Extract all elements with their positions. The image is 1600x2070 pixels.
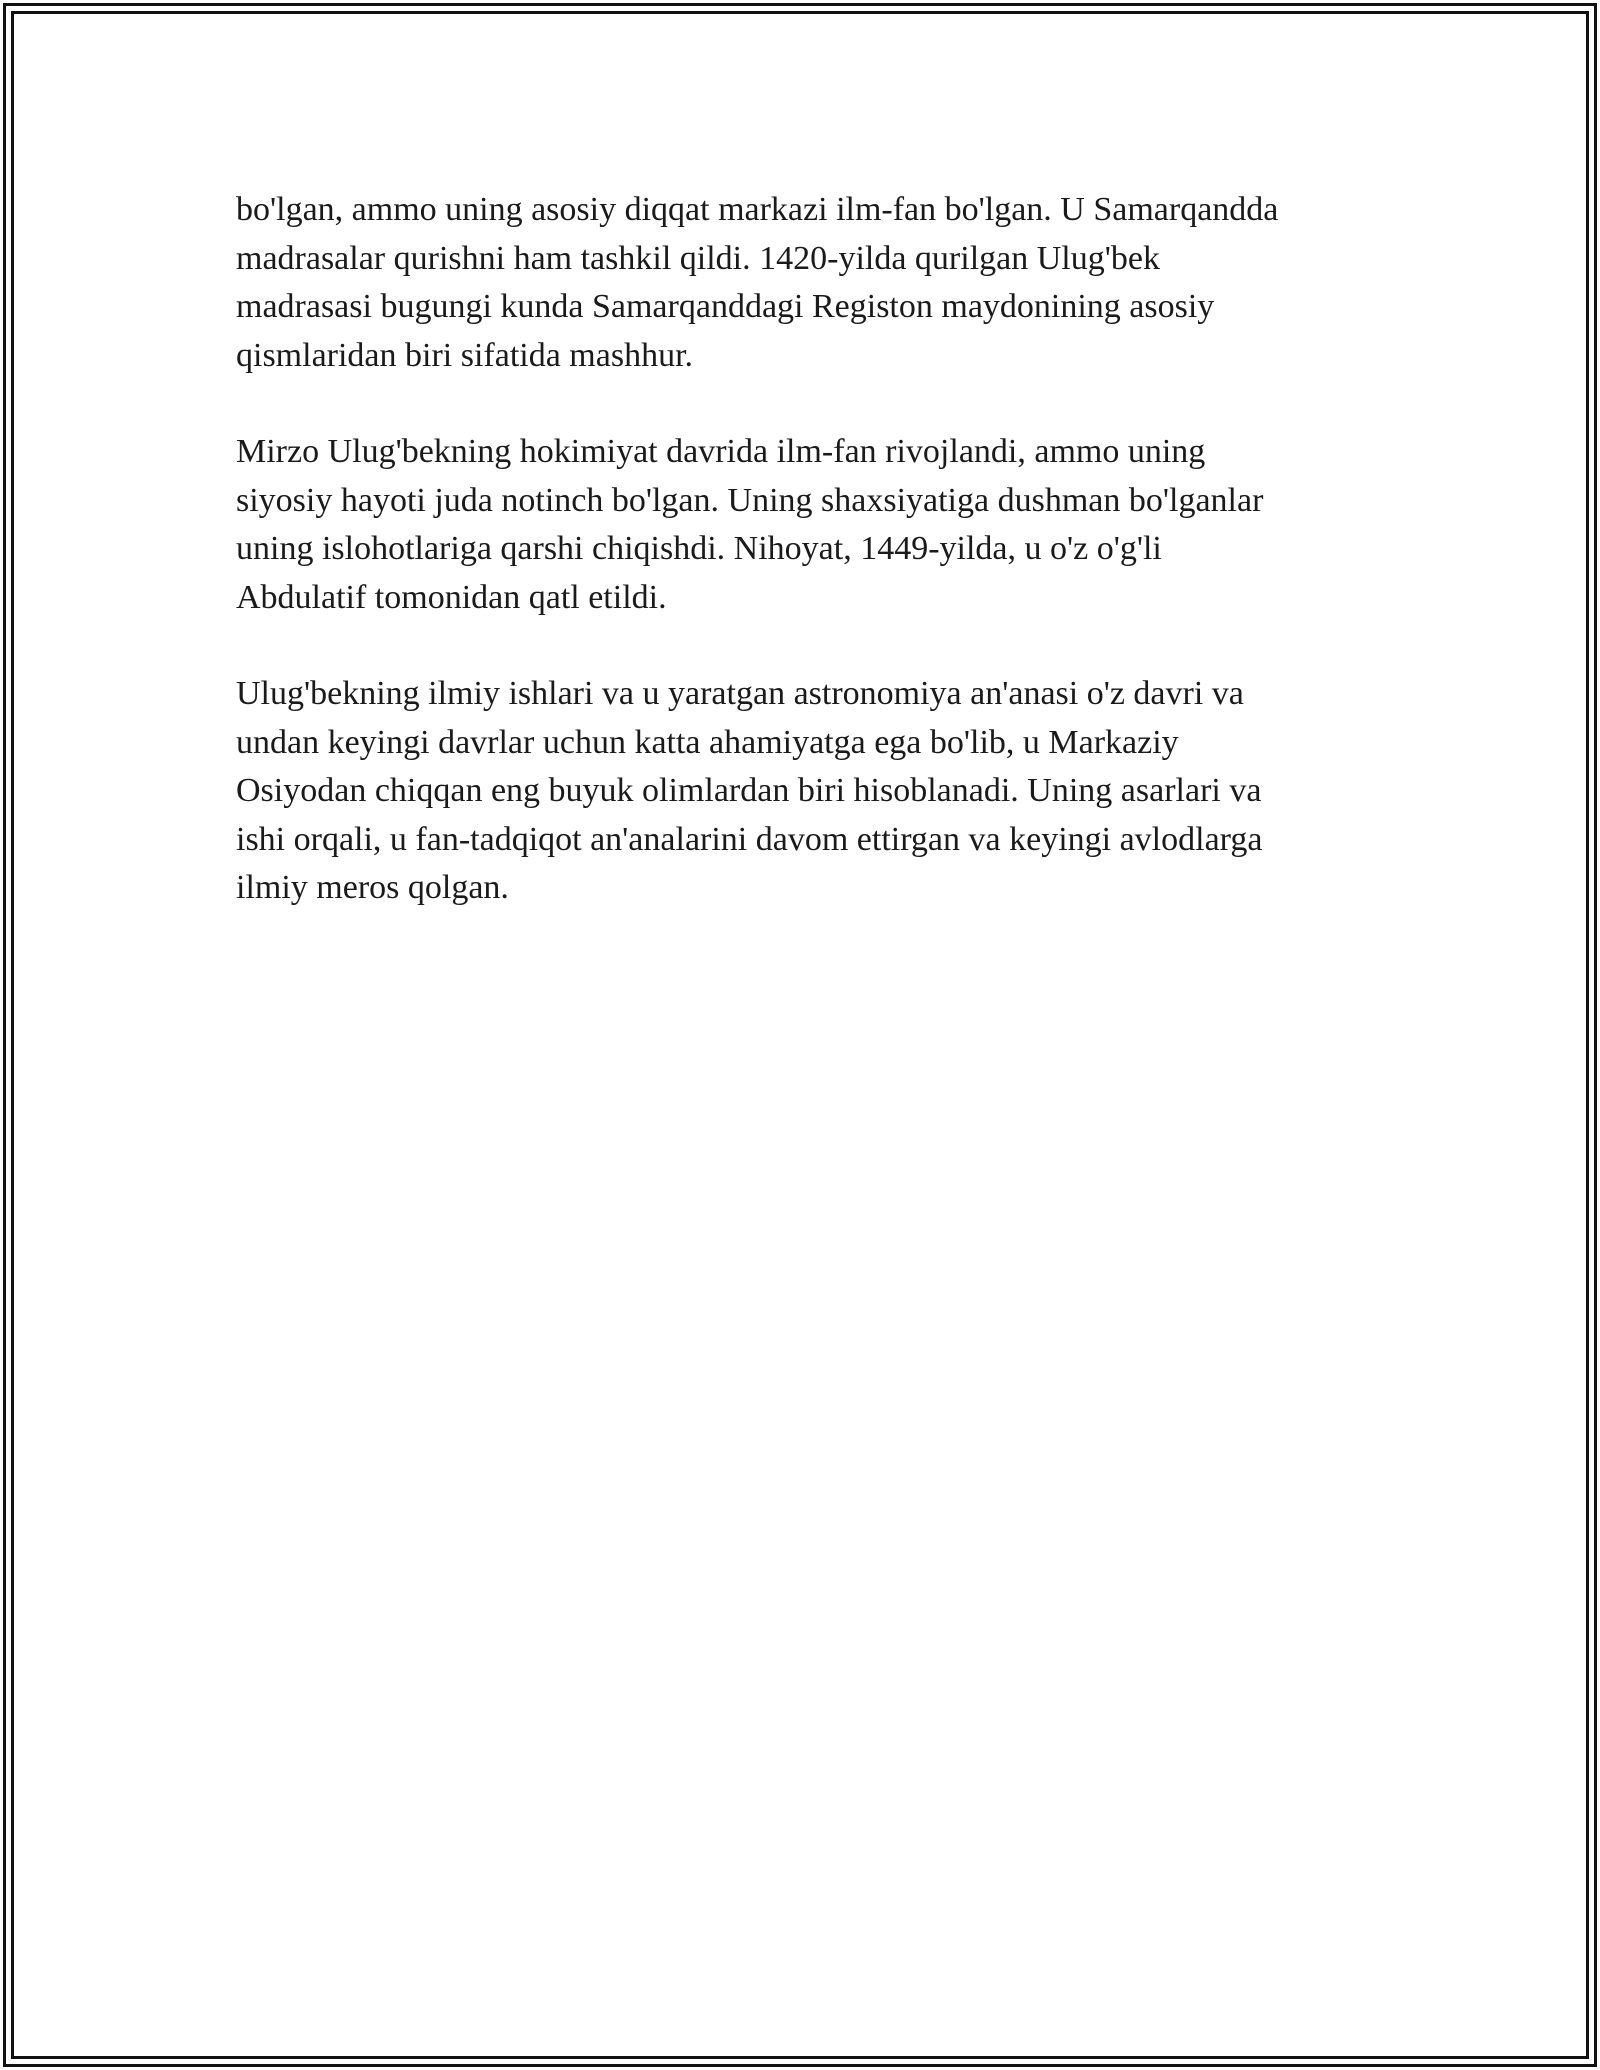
paragraph-2 — [236, 428, 1366, 622]
paragraph-3 — [236, 670, 1366, 913]
text-line: qismlaridan biri sifatida mashhur. — [236, 336, 694, 374]
text-line: madrasalar qurishni ham tashkil qildi. 1420-yilda qurilgan Ulug'bek — [236, 239, 1160, 277]
text-line: Abdulatif tomonidan qatl etildi. — [236, 578, 667, 616]
text-line: uning islohotlariga qarshi chiqishdi. Nihoyat, 1449-yilda, u o'z o'g'li — [236, 530, 1162, 567]
text-line: madrasasi bugungi kunda Samarqanddagi Registon maydonining asosiy — [236, 288, 1215, 325]
text-line: Ulug'bekning ilmiy ishlari va u yaratgan astronomiya an'anasi o'z davri va — [236, 675, 1244, 712]
text-line: Osiyodan chiqqan eng buyuk olimlardan biri hisoblanadi. Uning asarlari va — [236, 772, 1262, 809]
text-line: ilmiy meros qolgan. — [236, 869, 509, 906]
text-line: Mirzo Ulug'bekning hokimiyat davrida ilm-fan rivojlandi, ammo uning — [236, 433, 1206, 470]
text-line: bo'lgan, ammo uning asosiy diqqat markazi ilm-fan bo'lgan. U Samarqandda — [236, 191, 1279, 228]
text-line: ishi orqali, u fan-tadqiqot an'analarini davom ettirgan va keyingi avlodlarga — [236, 820, 1263, 858]
text-line: siyosiy hayoti juda notinch bo'lgan. Uning shaxsiyatiga dushman bo'lganlar — [236, 481, 1264, 519]
text-line: undan keyingi davrlar uchun katta ahamiyatga ega bo'lib, u Markaziy — [236, 723, 1179, 761]
document-body — [236, 186, 1366, 961]
paragraph-1 — [236, 186, 1366, 380]
